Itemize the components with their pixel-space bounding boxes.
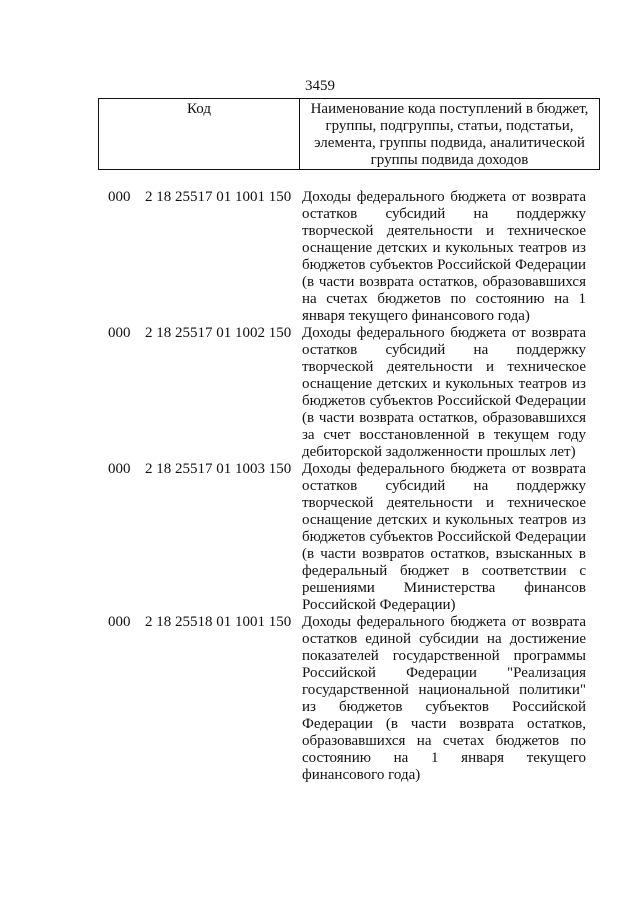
table-header [98, 98, 600, 170]
table-row [0, 614, 640, 784]
income-code: 2 18 25517 01 1003 150 [145, 461, 292, 477]
header-name-column: Наименование кода поступлений в бюджет, группы, подгруппы, статьи, подстатьи, элемента, группы подвида, аналитической группы подвида доходов [310, 101, 589, 168]
income-description: Доходы федерального бюджета от возврата остатков субсидий на поддержку творческой деятельности и техническое оснащение детских и кукольных театров из бюджетов субъектов Российской Федерации (в части возврата остатков, образовавшихся за счет восстановленной в текущем году дебиторской задолженности прошлых лет) [302, 325, 586, 460]
income-description: Доходы федерального бюджета от возврата остатков единой субсидии на достижение показателей государственной программы Российской Федерации "Реализация государственной национальной политики" из бюджетов субъектов Российской Федерации (в части возврата остатков, образовавшихся на счетах бюджетов по состоянию на 1 января текущего финансового года) [302, 614, 586, 783]
table-row [0, 189, 640, 325]
header-code-column: Код [99, 99, 300, 169]
admin-code: 000 [108, 614, 131, 630]
income-code: 2 18 25517 01 1002 150 [145, 325, 292, 341]
table-body [0, 189, 640, 784]
admin-code: 000 [108, 461, 131, 477]
admin-code: 000 [108, 189, 131, 205]
income-code: 2 18 25517 01 1001 150 [145, 189, 292, 205]
page-number: 3459 [305, 78, 335, 94]
income-description: Доходы федерального бюджета от возврата остатков субсидий на поддержку творческой деятельности и техническое оснащение детских и кукольных театров из бюджетов субъектов Российской Федерации (в части возврата остатков, образовавшихся на счетах бюджетов по состоянию на 1 января текущего финансового года) [302, 189, 586, 324]
income-code: 2 18 25518 01 1001 150 [145, 614, 292, 630]
income-description: Доходы федерального бюджета от возврата остатков субсидий на поддержку творческой деятельности и техническое оснащение детских и кукольных театров из бюджетов субъектов Российской Федерации (в части возвратов остатков, взысканных в федеральный бюджет в соответствии с решениями Министерства финансов Российской Федерации) [302, 461, 586, 613]
admin-code: 000 [108, 325, 131, 341]
table-row [0, 461, 640, 614]
table-row [0, 325, 640, 461]
